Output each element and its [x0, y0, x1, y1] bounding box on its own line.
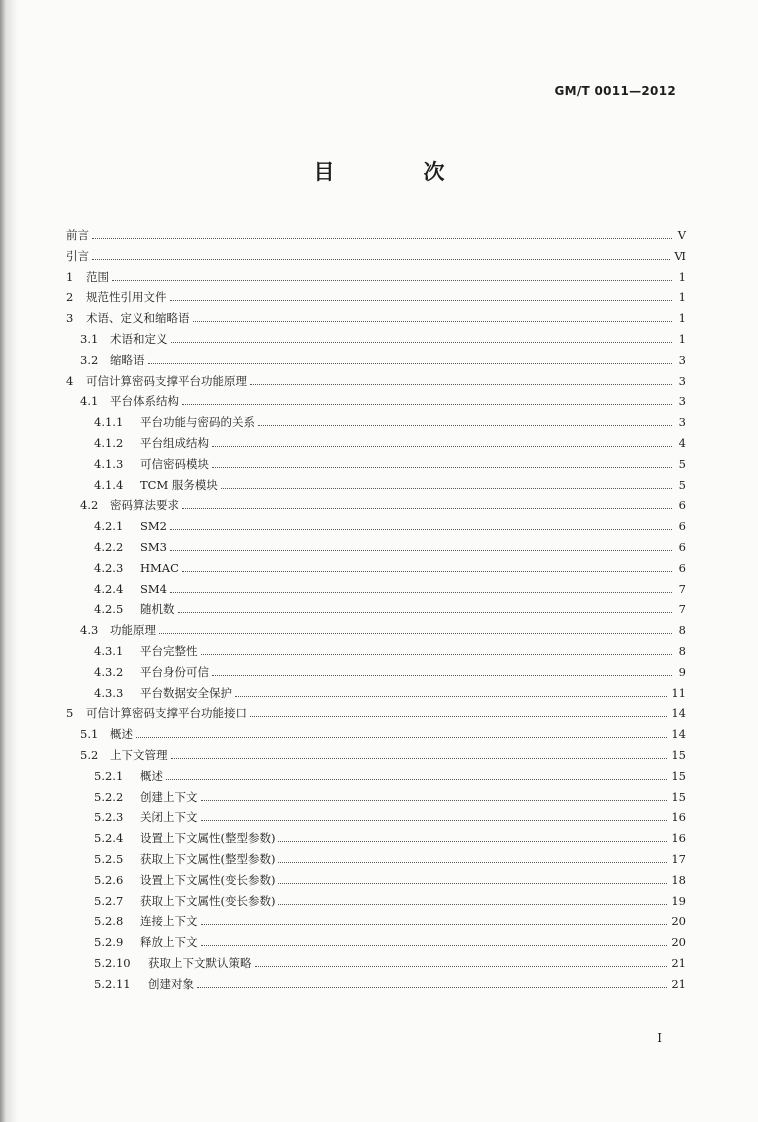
toc-entry-page: 6 [678, 519, 686, 534]
toc-dot-leader [178, 611, 673, 613]
toc-entry-label: 平台体系结构 [110, 394, 179, 409]
toc-entry [66, 908, 686, 928]
toc-entry-number: 5.2.1 [94, 768, 124, 783]
toc-entry [66, 409, 686, 429]
toc-entry-number: 4.2 [80, 498, 99, 513]
toc-entry-page: 6 [678, 560, 686, 575]
toc-entry-page: 20 [671, 935, 686, 950]
toc-entry-label: 平台数据安全保护 [140, 685, 232, 700]
toc-entry-page: 1 [678, 311, 686, 326]
toc-entry-label: 密码算法要求 [110, 498, 179, 513]
toc-entry [66, 534, 686, 554]
toc-entry-page: 3 [678, 394, 686, 409]
toc-entry [66, 430, 686, 450]
toc-entry-label: 平台功能与密码的关系 [140, 415, 255, 430]
toc-entry-page: 3 [678, 415, 686, 430]
toc-entry-label: 上下文管理 [110, 748, 168, 762]
toc-entry-number: 5.2.10 [94, 956, 131, 970]
toc-entry [66, 742, 686, 762]
toc-entry [66, 784, 686, 804]
toc-entry-page: 6 [678, 540, 686, 554]
toc-entry-page: 21 [671, 956, 686, 970]
toc-entry [66, 929, 686, 949]
toc-entry-page: 16 [671, 831, 686, 846]
toc-entry-label: SM2 [140, 519, 167, 534]
toc-dot-leader [201, 944, 668, 946]
toc-entry [66, 825, 686, 845]
toc-entry [66, 472, 686, 492]
toc-entry [66, 576, 686, 596]
toc-entry [66, 888, 686, 908]
toc-entry [66, 492, 686, 512]
document-code: GM/T 0011—2012 [554, 84, 676, 98]
toc-entry-label: SM4 [140, 581, 167, 596]
toc-entry-number: 4.1.3 [94, 456, 124, 471]
toc-dot-leader [258, 424, 672, 426]
toc-entry [66, 867, 686, 887]
toc-entry-label: 创建上下文 [140, 789, 198, 804]
toc-dot-leader [182, 403, 672, 405]
toc-entry-label: 随机数 [140, 602, 175, 617]
toc-entry-page: 6 [678, 498, 686, 513]
toc-entry [66, 451, 686, 471]
toc-entry [66, 763, 686, 783]
toc-entry-number: 4.2.5 [94, 602, 124, 617]
toc-entry-number: 5 [66, 706, 74, 721]
toc-entry-number: 2 [66, 290, 74, 305]
toc-entry-number: 5.2.3 [94, 810, 124, 825]
toc-dot-leader [201, 819, 668, 821]
toc-entry-number: 5.2.4 [94, 831, 124, 846]
toc-entry-page: 8 [678, 644, 686, 658]
toc-entry-label: 连接上下文 [140, 914, 198, 929]
toc-entry-number: 4 [66, 373, 74, 388]
toc-entry-page: 15 [671, 748, 686, 762]
toc-entry-label: 获取上下文属性(整型参数) [140, 852, 276, 866]
toc-entry [66, 264, 686, 284]
toc-dot-leader [170, 299, 673, 301]
toc-entry-number: 5.2.6 [94, 872, 124, 887]
toc-title: 目 次 [313, 160, 479, 184]
toc-entry-page: Ⅵ [674, 248, 686, 263]
toc-entry [66, 347, 686, 367]
toc-entry-page: 18 [671, 872, 686, 887]
toc-entry [66, 388, 686, 408]
toc-entry-page: 7 [678, 581, 686, 596]
toc-entry-number: 3.1 [80, 332, 99, 346]
page-number: I [657, 1031, 662, 1045]
toc-entry-label: 引言 [66, 248, 89, 263]
toc-entry-number: 4.1.1 [94, 415, 124, 430]
toc-dot-leader [171, 757, 668, 759]
toc-dot-leader [250, 383, 672, 385]
toc-dot-leader [201, 923, 668, 925]
toc-entry-label: 释放上下文 [140, 935, 198, 950]
toc-entry-number: 4.3 [80, 623, 99, 638]
toc-entry-label: 范围 [86, 269, 109, 284]
toc-entry-number: 4.1 [80, 394, 99, 409]
toc-entry [66, 617, 686, 637]
toc-entry-label: 功能原理 [110, 623, 156, 638]
toc-entry-number: 4.2.3 [94, 560, 124, 575]
toc-dot-leader [212, 674, 672, 676]
toc-entry-number: 5.2.5 [94, 852, 124, 866]
toc-entry-label: 创建对象 [148, 976, 194, 991]
toc-entry-label: 术语和定义 [110, 332, 168, 346]
toc-entry-page: 16 [671, 810, 686, 825]
toc-dot-leader [182, 507, 672, 509]
toc-entry-page: 1 [678, 290, 686, 305]
toc-entry-number: 4.1.2 [94, 436, 124, 450]
toc-dot-leader [112, 279, 672, 281]
toc-entry [66, 596, 686, 616]
toc-entry-label: 前言 [66, 228, 89, 242]
toc-entry [66, 305, 686, 325]
toc-dot-leader [212, 466, 672, 468]
toc-entry [66, 284, 686, 304]
toc-entry-number: 5.2.2 [94, 789, 124, 804]
toc-entry [66, 700, 686, 720]
toc-entry-page: 3 [678, 352, 686, 367]
toc-dot-leader [221, 487, 672, 489]
toc-entry-label: 规范性引用文件 [86, 290, 167, 305]
toc-entry-page: 7 [678, 602, 686, 617]
toc-entry-number: 4.2.1 [94, 519, 124, 534]
toc-dot-leader [255, 965, 668, 967]
toc-entry-page: 15 [671, 789, 686, 804]
toc-entry-page: 19 [671, 893, 686, 908]
toc-dot-leader [159, 632, 672, 634]
toc-entry-number: 1 [66, 269, 74, 284]
toc-entry [66, 638, 686, 658]
toc-dot-leader [278, 861, 667, 863]
toc-entry [66, 326, 686, 346]
toc-entry-number: 5.1 [80, 727, 99, 742]
toc-dot-leader [92, 258, 670, 260]
toc-entry [66, 243, 686, 263]
toc-entry-page: 1 [678, 269, 686, 284]
toc-entry-number: 5.2.8 [94, 914, 124, 929]
toc-entry [66, 846, 686, 866]
toc-dot-leader [170, 528, 672, 530]
toc-entry-page: 17 [671, 852, 686, 866]
toc-entry-number: 3.2 [80, 352, 99, 367]
toc-entry [66, 222, 686, 242]
toc-entry-number: 4.2.2 [94, 540, 124, 554]
toc-dot-leader [170, 591, 672, 593]
toc-dot-leader [235, 695, 667, 697]
toc-dot-leader [212, 445, 672, 447]
toc-entry-number: 4.3.2 [94, 664, 124, 679]
toc-entry [66, 680, 686, 700]
toc-entry-label: 获取上下文属性(变长参数) [140, 893, 276, 908]
toc-entry-number: 4.3.1 [94, 644, 124, 658]
toc-entry [66, 368, 686, 388]
toc-entry-number: 5.2.11 [94, 976, 131, 991]
toc-dot-leader [201, 799, 668, 801]
toc-dot-leader [278, 882, 667, 884]
toc-entry-page: 1 [678, 332, 686, 346]
toc-dot-leader [92, 237, 672, 239]
toc-dot-leader [136, 736, 667, 738]
toc-entry-page: 14 [671, 706, 686, 721]
toc-entry-page: 14 [671, 727, 686, 742]
toc-entry-number: 5.2.7 [94, 893, 124, 908]
toc-entry-label: 缩略语 [110, 352, 145, 367]
toc-dot-leader [171, 341, 673, 343]
toc-entry [66, 513, 686, 533]
toc-dot-leader [278, 903, 667, 905]
toc-entry-page: 8 [678, 623, 686, 638]
toc-dot-leader [201, 653, 673, 655]
toc-entry-label: 获取上下文默认策略 [148, 956, 252, 970]
toc-entry-label: 设置上下文属性(整型参数) [140, 831, 276, 846]
toc-entry [66, 555, 686, 575]
toc-entry-label: TCM 服务模块 [140, 477, 218, 492]
toc-entry-number: 5.2.9 [94, 935, 124, 950]
toc-entry-number: 5.2 [80, 748, 99, 762]
toc-entry-page: 4 [678, 436, 686, 450]
toc-entry-label: HMAC [140, 560, 179, 575]
toc-entry-label: 可信密码模块 [140, 456, 209, 471]
toc-entry-page: 5 [678, 456, 686, 471]
toc-entry-page: 11 [671, 685, 686, 700]
toc-entry-page: 15 [671, 768, 686, 783]
toc-entry [66, 950, 686, 970]
toc-entry-page: Ⅴ [677, 228, 686, 242]
toc-dot-leader [170, 549, 672, 551]
toc-entry-number: 4.3.3 [94, 685, 124, 700]
toc-entry-page: 21 [671, 976, 686, 991]
toc-entry-number: 4.1.4 [94, 477, 124, 492]
toc-entry-label: 术语、定义和缩略语 [86, 311, 190, 326]
toc-dot-leader [197, 986, 667, 988]
toc-entry-number: 4.2.4 [94, 581, 124, 596]
toc-entry-page: 9 [678, 664, 686, 679]
toc-entry-label: SM3 [140, 540, 167, 554]
toc-entry-number: 3 [66, 311, 74, 326]
toc-entry-label: 平台身份可信 [140, 664, 209, 679]
toc-entry-page: 20 [671, 914, 686, 929]
toc-entry [66, 971, 686, 991]
toc-entry [66, 721, 686, 741]
toc-dot-leader [182, 570, 672, 572]
toc-dot-leader [166, 778, 667, 780]
toc-entry-page: 5 [678, 477, 686, 492]
toc-entry-label: 概述 [110, 727, 133, 742]
toc-entry [66, 659, 686, 679]
toc-entry-label: 关闭上下文 [140, 810, 198, 825]
toc-entry-label: 平台完整性 [140, 644, 198, 658]
toc-dot-leader [148, 362, 673, 364]
toc-entry-label: 平台组成结构 [140, 436, 209, 450]
toc-entry-label: 概述 [140, 768, 163, 783]
toc-entry-label: 可信计算密码支撑平台功能接口 [86, 706, 247, 721]
toc-entry-label: 设置上下文属性(变长参数) [140, 872, 276, 887]
toc-dot-leader [193, 320, 673, 322]
toc-entry-label: 可信计算密码支撑平台功能原理 [86, 373, 247, 388]
toc-entry-page: 3 [678, 373, 686, 388]
toc-dot-leader [278, 840, 667, 842]
toc-dot-leader [250, 715, 667, 717]
toc-entry [66, 804, 686, 824]
